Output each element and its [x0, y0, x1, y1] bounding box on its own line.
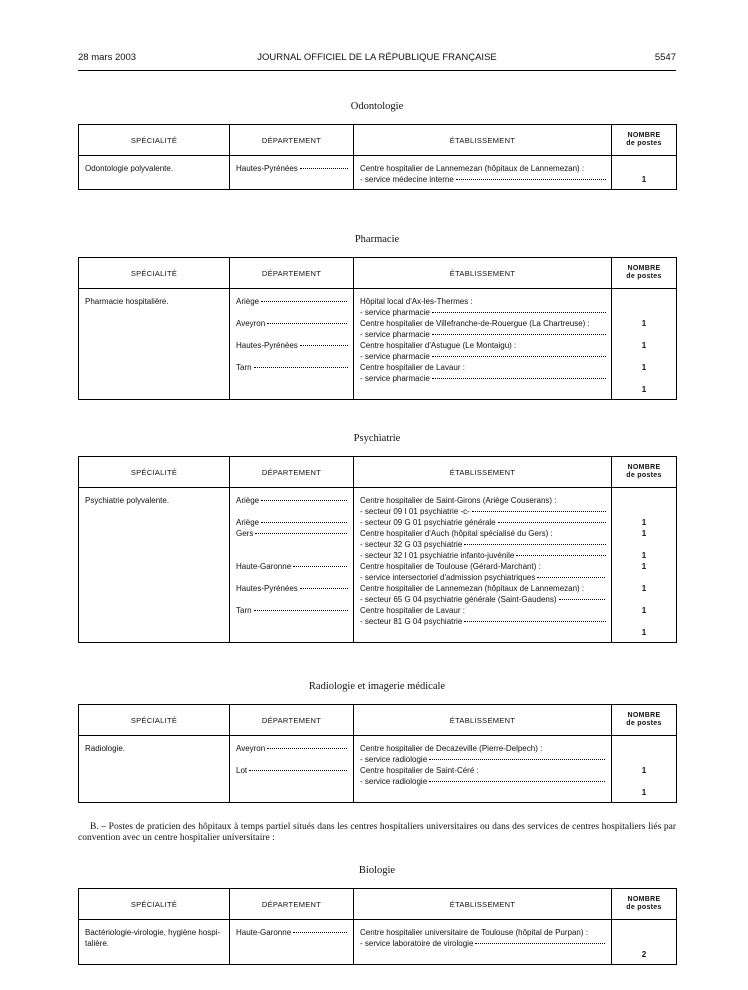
- spacer: [612, 776, 676, 787]
- col-header-departement: DÉPARTEMENT: [230, 889, 354, 920]
- spacer: [236, 616, 348, 627]
- etablissement-text: Centre hospitalier universitaire de Toulouse (hôpital de Purpan) :: [360, 928, 588, 937]
- spacer: [236, 329, 348, 340]
- etablissement-text: Centre hospitalier de Villefranche-de-Rouergue (La Chartreuse) :: [360, 319, 590, 328]
- departement-text: [236, 561, 348, 572]
- postes-table: [78, 257, 677, 400]
- departement-name: Hautes-Pyrénées: [236, 164, 298, 173]
- departement-name: Hautes-Pyrénées: [236, 584, 298, 593]
- col-header-etablissement: ÉTABLISSEMENT: [354, 889, 612, 920]
- nombre-postes: 1: [641, 175, 647, 184]
- departement-text: [236, 927, 348, 938]
- col-header-nombre-line1: NOMBRE: [627, 896, 661, 903]
- page-header: [78, 52, 676, 68]
- etablissement-text: - secteur 09 I 01 psychiatrie -c-: [360, 507, 470, 516]
- etablissement-line: [360, 174, 606, 185]
- col-header-nombre-line2: de postes: [626, 140, 662, 147]
- departement-text: [236, 495, 348, 506]
- spacer: [612, 743, 676, 754]
- nombre-postes: 1: [641, 788, 647, 797]
- col-header-nombre: [612, 457, 677, 488]
- cell-departement: [230, 488, 354, 643]
- etablissement-text: - service laboratoire de virologie: [360, 939, 474, 948]
- etablissement-line: [360, 528, 606, 539]
- col-header-specialite: SPÉCIALITÉ: [79, 125, 230, 156]
- nombre-postes: 1: [641, 562, 647, 571]
- spacer: [612, 307, 676, 318]
- nombre-postes: 1: [641, 341, 647, 350]
- etablissement-line: [360, 539, 606, 550]
- nombre-postes: 1: [641, 319, 647, 328]
- nombre-postes: 1: [641, 606, 647, 615]
- etablissement-line: [360, 495, 606, 506]
- etablissement-text: - secteur 09 G 01 psychiatrie générale: [360, 518, 496, 527]
- etablissement-line: [360, 362, 606, 373]
- departement-text: [236, 318, 348, 329]
- etablissement-line: [360, 340, 606, 351]
- cell-specialite: [79, 920, 230, 965]
- etablissement-text: Centre hospitalier de Lannemezan (hôpitaux de Lannemezan) :: [360, 584, 585, 593]
- etablissement-line: [360, 572, 606, 583]
- etablissement-line: [360, 351, 606, 362]
- departement-text: [236, 517, 348, 528]
- spacer: [236, 572, 348, 583]
- spacer: [612, 927, 676, 938]
- specialite-text: Pharmacie hospitalière.: [85, 297, 169, 306]
- nombre-postes: 1: [641, 766, 647, 775]
- spacer: [612, 539, 676, 550]
- section-odontologie: [78, 100, 676, 190]
- cell-etablissement: [354, 488, 612, 643]
- section-title: Pharmacie: [354, 234, 400, 245]
- spacer: [236, 174, 348, 185]
- spacer: [360, 787, 606, 798]
- etablissement-text: - service radiologie: [360, 755, 428, 764]
- etablissement-line: [360, 594, 606, 605]
- etablissement-text: Hôpital local d'Ax-les-Thermes :: [360, 297, 473, 306]
- col-header-nombre-line2: de postes: [626, 904, 662, 911]
- etablissement-line: [360, 318, 606, 329]
- section-title: Psychiatrie: [353, 433, 401, 444]
- spacer: [236, 384, 348, 395]
- etablissement-text: - service pharmacie: [360, 330, 430, 339]
- etablissement-text: - service pharmacie: [360, 352, 430, 361]
- departement-name: Aveyron: [236, 319, 266, 328]
- departement-name: Haute-Garonne: [236, 928, 292, 937]
- spacer: [612, 616, 676, 627]
- etablissement-line: [360, 938, 606, 949]
- col-header-etablissement: ÉTABLISSEMENT: [354, 457, 612, 488]
- nombre-postes: 1: [641, 551, 647, 560]
- departement-text: [236, 362, 348, 373]
- departement-text: [236, 528, 348, 539]
- table-header-row: [79, 258, 677, 289]
- etablissement-text: Centre hospitalier de Lavaur :: [360, 363, 465, 372]
- section-title: Odontologie: [350, 101, 404, 112]
- header-rule: [78, 70, 676, 71]
- spacer: [236, 539, 348, 550]
- etablissement-line: [360, 583, 606, 594]
- departement-name: Ariège: [236, 496, 260, 505]
- header-title: JOURNAL OFFICIEL DE LA RÉPUBLIQUE FRANÇAISE: [257, 52, 497, 63]
- spacer: [612, 506, 676, 517]
- departement-text: [236, 163, 348, 174]
- cell-nombre: [612, 920, 677, 965]
- cell-departement: [230, 920, 354, 965]
- spacer: [236, 754, 348, 765]
- etablissement-line: [360, 550, 606, 561]
- section-title: Biologie: [358, 865, 396, 876]
- nombre-postes: 1: [641, 518, 647, 527]
- header-page-number: 5547: [654, 52, 676, 63]
- spacer: [360, 384, 606, 395]
- col-header-specialite: SPÉCIALITÉ: [79, 457, 230, 488]
- departement-name: Ariège: [236, 297, 260, 306]
- spacer: [236, 949, 348, 960]
- col-header-specialite: SPÉCIALITÉ: [79, 889, 230, 920]
- nombre-postes: 2: [641, 950, 647, 959]
- spacer: [236, 373, 348, 384]
- etablissement-line: [360, 296, 606, 307]
- etablissement-text: Centre hospitalier de Lannemezan (hôpitaux de Lannemezan) :: [360, 164, 585, 173]
- departement-text: [236, 296, 348, 307]
- departement-text: [236, 340, 348, 351]
- col-header-etablissement: ÉTABLISSEMENT: [354, 705, 612, 736]
- etablissement-line: [360, 927, 606, 938]
- spacer: [612, 938, 676, 949]
- postes-table: [78, 704, 677, 803]
- cell-departement: [230, 736, 354, 803]
- paragraph-b: B. – Postes de praticien des hôpitaux à temps partiel situés dans les centres hospitaliers universitaires ou dans des services de centres hospitaliers liés par convention avec un centre hospitalier universitaire :: [78, 822, 676, 843]
- cell-specialite: [79, 736, 230, 803]
- spacer: [612, 594, 676, 605]
- departement-name: Lot: [236, 766, 248, 775]
- etablissement-text: - service intersectoriel d'admission psychiatriques: [360, 573, 536, 582]
- spacer: [612, 329, 676, 340]
- section-psychiatrie: [78, 432, 676, 643]
- col-header-nombre: [612, 705, 677, 736]
- postes-table: [78, 124, 677, 190]
- etablissement-line: [360, 616, 606, 627]
- col-header-nombre: [612, 889, 677, 920]
- departement-name: Haute-Garonne: [236, 562, 292, 571]
- departement-text: [236, 765, 348, 776]
- etablissement-line: [360, 754, 606, 765]
- cell-nombre: [612, 289, 677, 400]
- table-header-row: [79, 889, 677, 920]
- spacer: [236, 627, 348, 638]
- cell-etablissement: [354, 289, 612, 400]
- etablissement-line: [360, 329, 606, 340]
- col-header-nombre: [612, 125, 677, 156]
- col-header-specialite: SPÉCIALITÉ: [79, 705, 230, 736]
- departement-text: [236, 605, 348, 616]
- nombre-postes: 1: [641, 385, 647, 394]
- cell-etablissement: [354, 736, 612, 803]
- nombre-postes: 1: [641, 363, 647, 372]
- etablissement-line: [360, 776, 606, 787]
- etablissement-line: [360, 163, 606, 174]
- postes-table: [78, 888, 677, 965]
- table-row: [79, 920, 677, 965]
- spacer: [236, 776, 348, 787]
- departement-name: Ariège: [236, 518, 260, 527]
- col-header-nombre-line2: de postes: [626, 273, 662, 280]
- spacer: [612, 163, 676, 174]
- spacer: [236, 938, 348, 949]
- nombre-postes: 1: [641, 529, 647, 538]
- etablissement-line: [360, 765, 606, 776]
- col-header-departement: DÉPARTEMENT: [230, 258, 354, 289]
- departement-name: Hautes-Pyrénées: [236, 341, 298, 350]
- table-row: [79, 156, 677, 190]
- section-pharmacie: [78, 233, 676, 400]
- spacer: [360, 949, 606, 960]
- col-header-nombre-line2: de postes: [626, 472, 662, 479]
- spacer: [236, 594, 348, 605]
- cell-specialite: [79, 289, 230, 400]
- etablissement-line: [360, 373, 606, 384]
- etablissement-text: - secteur 65 G 04 psychiatrie générale (Saint-Gaudens): [360, 595, 557, 604]
- specialite-text: Radiologie.: [85, 744, 126, 753]
- etablissement-text: Centre hospitalier de Saint-Girons (Ariège Couserans) :: [360, 496, 557, 505]
- etablissement-text: - secteur 32 G 03 psychiatrie: [360, 540, 463, 549]
- table-row: [79, 289, 677, 400]
- col-header-nombre-line1: NOMBRE: [627, 265, 661, 272]
- etablissement-line: [360, 307, 606, 318]
- section-title: Radiologie et imagerie médicale: [308, 681, 446, 692]
- etablissement-text: - service pharmacie: [360, 374, 430, 383]
- etablissement-text: Centre hospitalier de Toulouse (Gérard-Marchant) :: [360, 562, 541, 571]
- departement-name: Gers: [236, 529, 254, 538]
- specialite-text: talière.: [85, 939, 110, 948]
- spacer: [612, 373, 676, 384]
- cell-specialite: [79, 488, 230, 643]
- spacer: [612, 495, 676, 506]
- col-header-etablissement: ÉTABLISSEMENT: [354, 258, 612, 289]
- departement-name: Aveyron: [236, 744, 266, 753]
- col-header-etablissement: ÉTABLISSEMENT: [354, 125, 612, 156]
- etablissement-text: Centre hospitalier de Decazeville (Pierre-Delpech) :: [360, 744, 543, 753]
- header-date: 28 mars 2003: [78, 52, 137, 63]
- spacer: [236, 506, 348, 517]
- section-biologie: [78, 864, 676, 965]
- cell-nombre: [612, 156, 677, 190]
- col-header-nombre-line1: NOMBRE: [627, 712, 661, 719]
- etablissement-line: [360, 605, 606, 616]
- etablissement-text: - service pharmacie: [360, 308, 430, 317]
- spacer: [612, 296, 676, 307]
- etablissement-line: [360, 506, 606, 517]
- departement-text: [236, 743, 348, 754]
- etablissement-text: - secteur 81 G 04 psychiatrie: [360, 617, 463, 626]
- cell-departement: [230, 156, 354, 190]
- nombre-postes: 1: [641, 584, 647, 593]
- section-radiologie: [78, 680, 676, 803]
- specialite-text: Bactériologie-virologie, hygiène hospi-: [85, 928, 221, 937]
- cell-etablissement: [354, 920, 612, 965]
- spacer: [612, 572, 676, 583]
- etablissement-text: Centre hospitalier de Saint-Céré :: [360, 766, 479, 775]
- cell-departement: [230, 289, 354, 400]
- spacer: [612, 351, 676, 362]
- table-header-row: [79, 125, 677, 156]
- cell-nombre: [612, 736, 677, 803]
- spacer: [612, 754, 676, 765]
- col-header-departement: DÉPARTEMENT: [230, 457, 354, 488]
- col-header-departement: DÉPARTEMENT: [230, 705, 354, 736]
- specialite-text: Odontologie polyvalente.: [85, 164, 174, 173]
- spacer: [236, 307, 348, 318]
- departement-name: Tarn: [236, 606, 252, 615]
- spacer: [236, 787, 348, 798]
- table-row: [79, 736, 677, 803]
- cell-etablissement: [354, 156, 612, 190]
- postes-table: [78, 456, 677, 643]
- etablissement-line: [360, 517, 606, 528]
- etablissement-line: [360, 743, 606, 754]
- etablissement-text: - secteur 32 I 01 psychiatrie infanto-juvénile: [360, 551, 515, 560]
- table-header-row: [79, 457, 677, 488]
- col-header-nombre-line1: NOMBRE: [627, 464, 661, 471]
- table-header-row: [79, 705, 677, 736]
- spacer: [360, 627, 606, 638]
- etablissement-text: Centre hospitalier d'Astugue (Le Montaigu) :: [360, 341, 517, 350]
- col-header-specialite: SPÉCIALITÉ: [79, 258, 230, 289]
- departement-name: Tarn: [236, 363, 252, 372]
- nombre-postes: 1: [641, 628, 647, 637]
- cell-specialite: [79, 156, 230, 190]
- col-header-nombre: [612, 258, 677, 289]
- departement-text: [236, 583, 348, 594]
- spacer: [236, 550, 348, 561]
- col-header-nombre-line2: de postes: [626, 720, 662, 727]
- etablissement-line: [360, 561, 606, 572]
- table-row: [79, 488, 677, 643]
- col-header-nombre-line1: NOMBRE: [627, 132, 661, 139]
- specialite-text: Psychiatrie polyvalente.: [85, 496, 170, 505]
- etablissement-text: Centre hospitalier de Lavaur :: [360, 606, 465, 615]
- cell-nombre: [612, 488, 677, 643]
- spacer: [236, 351, 348, 362]
- etablissement-text: - service médecine interne: [360, 175, 454, 184]
- etablissement-text: - service radiologie: [360, 777, 428, 786]
- col-header-departement: DÉPARTEMENT: [230, 125, 354, 156]
- etablissement-text: Centre hospitalier d'Auch (hôpital spécialisé du Gers) :: [360, 529, 553, 538]
